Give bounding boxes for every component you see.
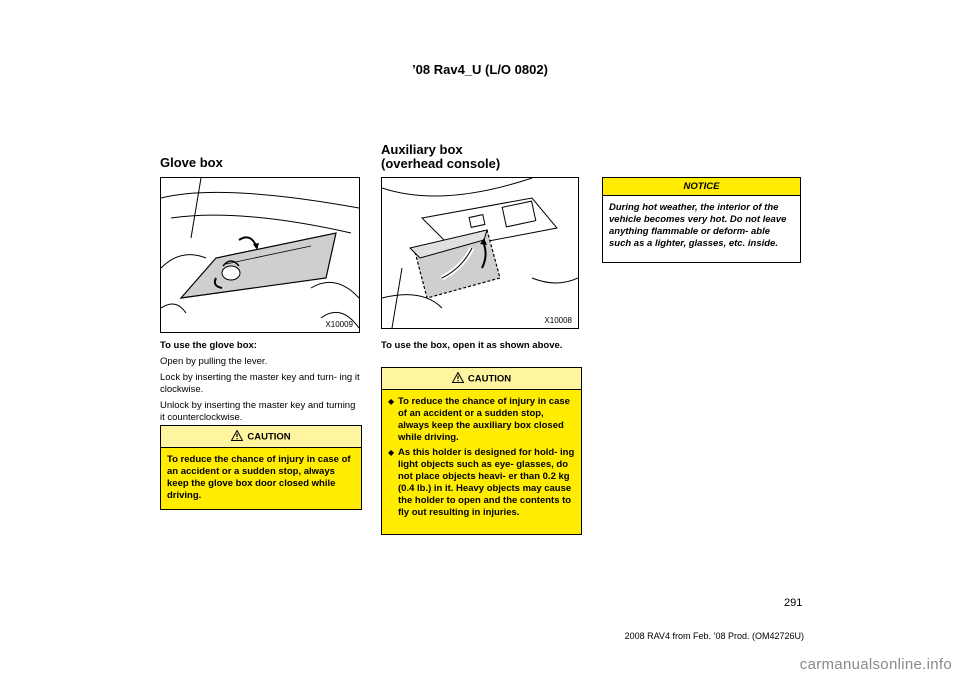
section-title-line1: Auxiliary box xyxy=(381,142,463,157)
auxiliary-box-drawing xyxy=(382,178,578,328)
auxiliary-box-instructions xyxy=(381,340,581,356)
glove-box-step-open: Open by pulling the lever. xyxy=(160,356,268,367)
section-title-line2: (overhead console) xyxy=(381,156,501,171)
glove-box-instructions xyxy=(160,340,362,428)
caution-label: CAUTION xyxy=(247,431,291,443)
notice-box xyxy=(602,177,801,263)
caution-header xyxy=(382,368,581,390)
page-header: ’08 Rav4_U (L/O 0802) xyxy=(412,62,548,77)
notice-text: During hot weather, the interior of the vehicle becomes very hot. Do not leave anything flammable or deform- able such as a lighter, glasses, etc. inside. xyxy=(603,196,800,256)
auxiliary-box-lead: To use the box, open it as shown above. xyxy=(381,340,563,351)
warning-triangle-icon xyxy=(231,430,243,444)
glove-box-step-lock: Lock by inserting the master key and turn- ing it clockwise. xyxy=(160,372,360,395)
warning-triangle-icon xyxy=(452,372,464,386)
section-title-glove-box: Glove box xyxy=(160,155,223,170)
section-title-auxiliary-box xyxy=(381,143,500,171)
glove-box-caution xyxy=(160,425,362,510)
auxiliary-box-caution xyxy=(381,367,582,535)
glove-box-step-unlock: Unlock by inserting the master key and turning it counterclockwise. xyxy=(160,400,356,423)
glove-box-lead: To use the glove box: xyxy=(160,340,257,351)
figure-code: X10008 xyxy=(544,316,572,325)
glove-box-illustration xyxy=(160,177,360,333)
caution-header xyxy=(161,426,361,448)
glove-box-drawing xyxy=(161,178,359,332)
footer-text: 2008 RAV4 from Feb. ’08 Prod. (OM42726U) xyxy=(624,631,804,641)
auxiliary-box-illustration xyxy=(381,177,579,329)
figure-code: X10009 xyxy=(325,320,353,329)
caution-text: To reduce the chance of injury in case of an accident or a sudden stop, always keep the glove box door closed while driving. xyxy=(167,454,351,501)
watermark: carmanualsonline.info xyxy=(799,656,952,673)
caution-item-closed: ◆ To reduce the chance of injury in case of an accident or a sudden stop, always keep the auxiliary box closed while driving. xyxy=(388,396,575,444)
caution-list xyxy=(382,390,581,528)
page-number: 291 xyxy=(784,597,803,609)
caution-item-weight: ◆ As this holder is designed for hold- ing light objects such as eye- glasses, do not place objects heavi- er than 0.2 kg (0.4 lb.) in it. Heavy objects may cause the holder to open and the contents to fly out resulting in injuries. xyxy=(388,447,575,519)
caution-label: CAUTION xyxy=(467,373,512,385)
notice-label: NOTICE xyxy=(603,178,800,196)
